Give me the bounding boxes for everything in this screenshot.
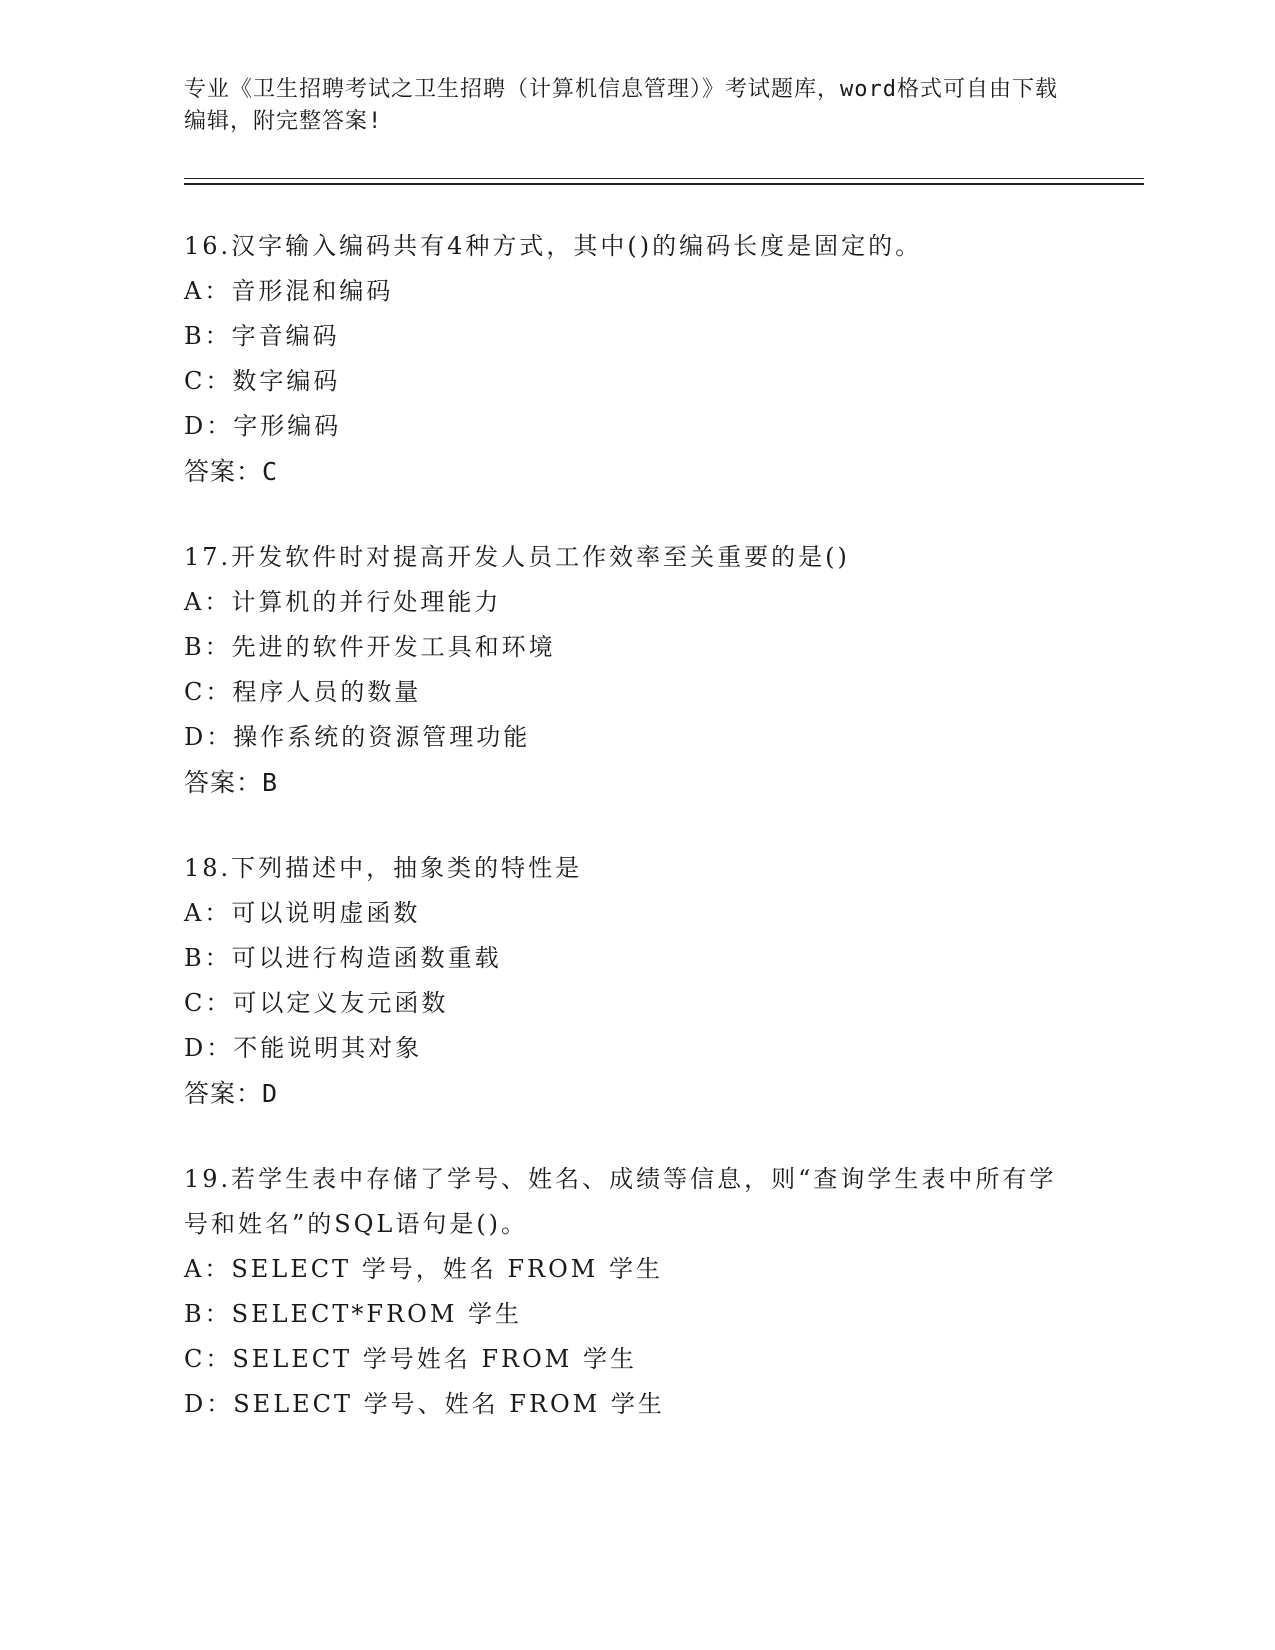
option-b: B：SELECT*FROM 学生 bbox=[184, 1300, 523, 1328]
option-b: B：先进的软件开发工具和环境 bbox=[184, 633, 556, 661]
answer-label: 答案： bbox=[184, 457, 263, 486]
answer-value: B bbox=[262, 768, 279, 797]
question-19 bbox=[184, 1157, 1084, 1427]
question-18 bbox=[184, 846, 1084, 1116]
option-b: B：字音编码 bbox=[184, 322, 340, 350]
answer-line bbox=[184, 449, 1084, 494]
option-d: D：字形编码 bbox=[184, 412, 342, 440]
option-d: D：不能说明其对象 bbox=[184, 1034, 423, 1062]
answer-value: D bbox=[262, 1079, 279, 1108]
option-b: B：可以进行构造函数重载 bbox=[184, 944, 502, 972]
option-c: C：可以定义友元函数 bbox=[184, 989, 449, 1017]
option-d: D：操作系统的资源管理功能 bbox=[184, 723, 531, 751]
document-header: 专业《卫生招聘考试之卫生招聘（计算机信息管理）》考试题库，word格式可自由下载编辑，附完整答案! bbox=[184, 77, 1058, 134]
question-stem: 19.若学生表中存储了学号、姓名、成绩等信息，则“查询学生表中所有学号和姓名”的SQL语句是()。 bbox=[184, 1165, 1057, 1238]
answer-line bbox=[184, 1071, 1084, 1116]
option-c: C：SELECT 学号姓名 FROM 学生 bbox=[184, 1345, 638, 1373]
option-a: A：计算机的并行处理能力 bbox=[184, 588, 502, 616]
answer-value: C bbox=[262, 457, 279, 486]
answer-label: 答案： bbox=[184, 768, 263, 797]
header-rule-bottom bbox=[184, 183, 1144, 185]
option-c: C：程序人员的数量 bbox=[184, 678, 422, 706]
option-a: A：SELECT 学号，姓名 FROM 学生 bbox=[184, 1255, 663, 1283]
answer-line bbox=[184, 760, 1084, 805]
question-16 bbox=[184, 224, 1084, 494]
question-17 bbox=[184, 535, 1084, 805]
question-stem: 18.下列描述中，抽象类的特性是 bbox=[184, 854, 583, 882]
answer-label: 答案： bbox=[184, 1079, 263, 1108]
question-stem: 17.开发软件时对提高开发人员工作效率至关重要的是() bbox=[184, 543, 850, 571]
option-a: A：音形混和编码 bbox=[184, 277, 394, 305]
option-d: D：SELECT 学号、姓名 FROM 学生 bbox=[184, 1390, 665, 1418]
header-rule-top bbox=[184, 178, 1144, 179]
option-c: C：数字编码 bbox=[184, 367, 341, 395]
question-stem: 16.汉字输入编码共有4种方式，其中()的编码长度是固定的。 bbox=[184, 232, 923, 260]
option-a: A：可以说明虚函数 bbox=[184, 899, 421, 927]
